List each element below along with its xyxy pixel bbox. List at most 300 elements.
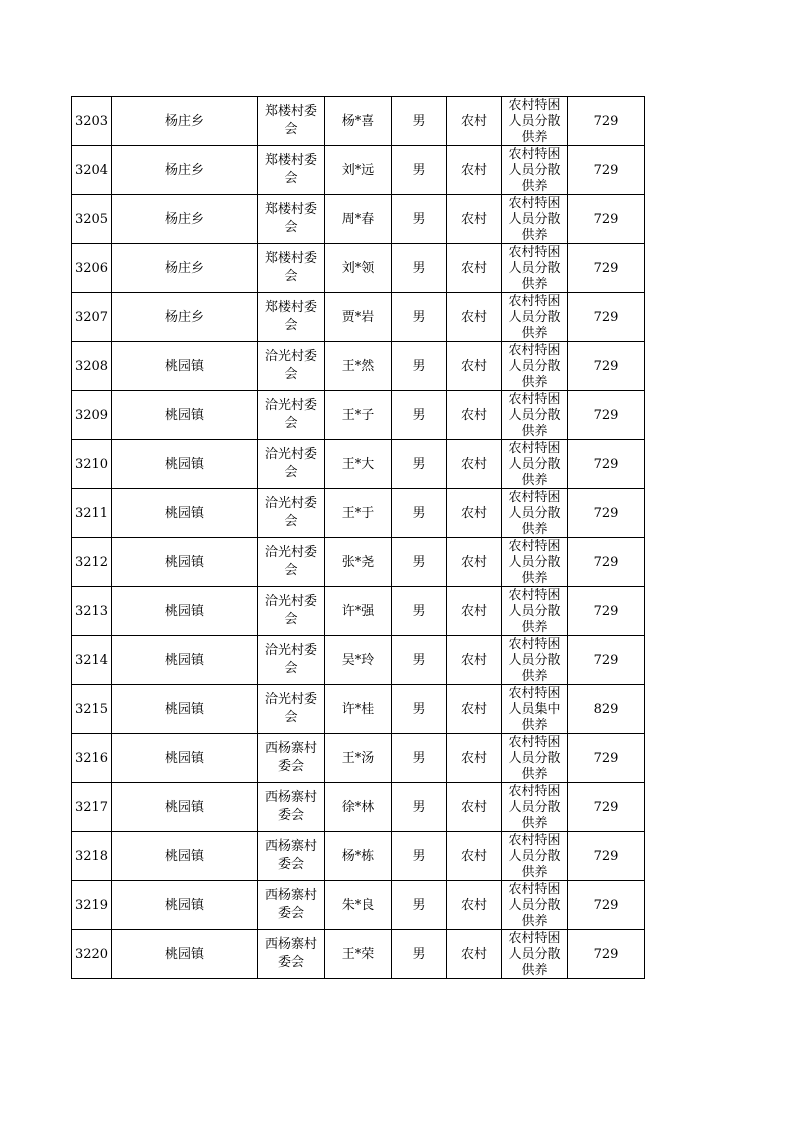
cell-area: 农村	[460, 358, 487, 374]
table-row	[72, 881, 645, 930]
cell-village: 郑楼村委会	[264, 300, 317, 333]
cell-town: 桃园镇	[164, 799, 204, 815]
cell-amount: 729	[593, 260, 619, 276]
cell-sex: 男	[412, 946, 426, 962]
cell-town: 桃园镇	[164, 358, 204, 374]
cell-id-container	[72, 244, 112, 293]
cell-amount-container	[568, 734, 645, 783]
cell-id: 3217	[74, 799, 109, 815]
cell-area-container	[447, 930, 502, 979]
cell-category-container	[502, 195, 568, 244]
cell-area: 农村	[460, 652, 487, 668]
cell-sex-container	[392, 587, 447, 636]
table-row	[72, 930, 645, 979]
cell-sex: 男	[412, 309, 426, 325]
cell-town: 桃园镇	[164, 603, 204, 619]
cell-name: 许*桂	[341, 701, 375, 717]
cell-town: 桃园镇	[164, 701, 204, 717]
cell-village-container	[258, 538, 325, 587]
cell-sex-container	[392, 734, 447, 783]
cell-category-container	[502, 783, 568, 832]
cell-town-container	[112, 587, 258, 636]
cell-sex-container	[392, 832, 447, 881]
cell-town-container	[112, 293, 258, 342]
cell-category: 农村特困人员分散供养	[508, 636, 561, 684]
cell-name-container	[325, 930, 392, 979]
cell-name-container	[325, 685, 392, 734]
cell-category: 农村特困人员分散供养	[508, 734, 561, 782]
cell-name-container	[325, 538, 392, 587]
cell-category: 农村特困人员分散供养	[508, 930, 561, 978]
cell-area-container	[447, 293, 502, 342]
cell-village: 郑楼村委会	[264, 104, 317, 137]
cell-town: 桃园镇	[164, 848, 204, 864]
table-row	[72, 685, 645, 734]
cell-sex: 男	[412, 456, 426, 472]
cell-sex: 男	[412, 701, 426, 717]
cell-name: 王*荣	[341, 946, 375, 962]
cell-area: 农村	[460, 554, 487, 570]
cell-amount: 729	[593, 848, 619, 864]
cell-town-container	[112, 489, 258, 538]
cell-category: 农村特困人员分散供养	[508, 146, 561, 194]
cell-name-container	[325, 146, 392, 195]
cell-category-container	[502, 391, 568, 440]
cell-town: 桃园镇	[164, 946, 204, 962]
cell-name-container	[325, 97, 392, 146]
cell-area: 农村	[460, 260, 487, 276]
cell-amount: 729	[593, 211, 619, 227]
cell-amount-container	[568, 783, 645, 832]
cell-area-container	[447, 685, 502, 734]
cell-category: 农村特困人员分散供养	[508, 881, 561, 929]
cell-area-container	[447, 244, 502, 293]
cell-name-container	[325, 489, 392, 538]
cell-sex-container	[392, 636, 447, 685]
table-body	[72, 97, 645, 979]
cell-amount-container	[568, 489, 645, 538]
cell-id-container	[72, 930, 112, 979]
cell-sex: 男	[412, 505, 426, 521]
cell-amount-container	[568, 244, 645, 293]
cell-name: 王*于	[341, 505, 375, 521]
cell-id-container	[72, 636, 112, 685]
cell-area-container	[447, 881, 502, 930]
cell-sex-container	[392, 881, 447, 930]
cell-village-container	[258, 293, 325, 342]
cell-name-container	[325, 342, 392, 391]
cell-sex-container	[392, 391, 447, 440]
cell-amount: 729	[593, 799, 619, 815]
cell-area: 农村	[460, 848, 487, 864]
cell-town-container	[112, 685, 258, 734]
cell-id: 3218	[74, 848, 109, 864]
cell-town: 杨庄乡	[164, 162, 204, 178]
cell-category-container	[502, 244, 568, 293]
cell-amount-container	[568, 440, 645, 489]
cell-village-container	[258, 244, 325, 293]
cell-category: 农村特困人员分散供养	[508, 293, 561, 341]
cell-category-container	[502, 97, 568, 146]
cell-sex-container	[392, 244, 447, 293]
cell-amount-container	[568, 97, 645, 146]
cell-id: 3215	[74, 701, 109, 717]
cell-category-container	[502, 146, 568, 195]
cell-name: 徐*林	[341, 799, 375, 815]
cell-amount: 729	[593, 456, 619, 472]
cell-name: 王*然	[341, 358, 375, 374]
cell-town: 桃园镇	[164, 554, 204, 570]
cell-area: 农村	[460, 162, 487, 178]
cell-village-container	[258, 587, 325, 636]
table-row	[72, 587, 645, 636]
cell-sex: 男	[412, 260, 426, 276]
cell-area-container	[447, 832, 502, 881]
cell-amount: 729	[593, 897, 619, 913]
cell-id: 3205	[74, 211, 109, 227]
cell-sex-container	[392, 783, 447, 832]
cell-sex: 男	[412, 211, 426, 227]
cell-town-container	[112, 734, 258, 783]
cell-sex-container	[392, 293, 447, 342]
cell-town: 桃园镇	[164, 652, 204, 668]
cell-town-container	[112, 391, 258, 440]
cell-sex-container	[392, 97, 447, 146]
cell-area: 农村	[460, 750, 487, 766]
cell-area: 农村	[460, 113, 487, 129]
cell-town-container	[112, 636, 258, 685]
cell-area: 农村	[460, 456, 487, 472]
cell-name-container	[325, 832, 392, 881]
cell-name: 贾*岩	[341, 309, 375, 325]
cell-town-container	[112, 244, 258, 293]
cell-name: 吴*玲	[341, 652, 375, 668]
cell-sex: 男	[412, 554, 426, 570]
cell-amount-container	[568, 832, 645, 881]
cell-town: 桃园镇	[164, 505, 204, 521]
cell-sex-container	[392, 489, 447, 538]
cell-town-container	[112, 195, 258, 244]
cell-sex-container	[392, 195, 447, 244]
cell-town: 杨庄乡	[164, 113, 204, 129]
cell-village-container	[258, 97, 325, 146]
cell-name: 王*汤	[341, 750, 375, 766]
cell-id: 3213	[74, 603, 109, 619]
cell-amount-container	[568, 146, 645, 195]
cell-id: 3219	[74, 897, 109, 913]
cell-id: 3212	[74, 554, 109, 570]
cell-area-container	[447, 636, 502, 685]
cell-sex: 男	[412, 407, 426, 423]
cell-name: 周*春	[341, 211, 375, 227]
cell-amount-container	[568, 342, 645, 391]
table-row	[72, 97, 645, 146]
cell-id-container	[72, 489, 112, 538]
cell-town-container	[112, 881, 258, 930]
cell-village-container	[258, 195, 325, 244]
cell-sex: 男	[412, 799, 426, 815]
cell-village: 郑楼村委会	[264, 202, 317, 235]
cell-amount-container	[568, 685, 645, 734]
cell-sex-container	[392, 342, 447, 391]
cell-name-container	[325, 783, 392, 832]
cell-category: 农村特困人员分散供养	[508, 391, 561, 439]
cell-amount: 829	[593, 701, 619, 717]
cell-amount: 729	[593, 946, 619, 962]
cell-amount-container	[568, 195, 645, 244]
cell-amount: 729	[593, 358, 619, 374]
cell-id-container	[72, 538, 112, 587]
cell-village-container	[258, 881, 325, 930]
cell-name: 朱*良	[341, 897, 375, 913]
cell-village-container	[258, 734, 325, 783]
table-row	[72, 783, 645, 832]
cell-town-container	[112, 342, 258, 391]
table-row	[72, 293, 645, 342]
records-table	[71, 96, 645, 979]
cell-category-container	[502, 734, 568, 783]
cell-area: 农村	[460, 505, 487, 521]
cell-area: 农村	[460, 309, 487, 325]
cell-id: 3209	[74, 407, 109, 423]
cell-id: 3210	[74, 456, 109, 472]
cell-village-container	[258, 685, 325, 734]
cell-village-container	[258, 783, 325, 832]
cell-id-container	[72, 146, 112, 195]
cell-area-container	[447, 783, 502, 832]
cell-village: 西杨寨村委会	[264, 790, 317, 823]
cell-amount-container	[568, 930, 645, 979]
cell-name-container	[325, 293, 392, 342]
cell-id-container	[72, 440, 112, 489]
cell-name-container	[325, 195, 392, 244]
cell-sex-container	[392, 440, 447, 489]
cell-town: 桃园镇	[164, 750, 204, 766]
cell-category-container	[502, 489, 568, 538]
cell-village-container	[258, 440, 325, 489]
cell-town: 桃园镇	[164, 897, 204, 913]
cell-amount-container	[568, 636, 645, 685]
cell-amount: 729	[593, 652, 619, 668]
cell-name-container	[325, 440, 392, 489]
cell-id: 3208	[74, 358, 109, 374]
cell-village: 洽光村委会	[264, 349, 317, 382]
cell-id-container	[72, 881, 112, 930]
cell-town: 杨庄乡	[164, 260, 204, 276]
cell-id: 3220	[74, 946, 109, 962]
cell-id: 3214	[74, 652, 109, 668]
table-row	[72, 489, 645, 538]
cell-category: 农村特困人员分散供养	[508, 342, 561, 390]
cell-area-container	[447, 587, 502, 636]
cell-id: 3211	[74, 505, 109, 521]
cell-area: 农村	[460, 407, 487, 423]
cell-category: 农村特困人员分散供养	[508, 783, 561, 831]
cell-village: 西杨寨村委会	[264, 839, 317, 872]
cell-sex-container	[392, 146, 447, 195]
cell-id-container	[72, 685, 112, 734]
cell-id: 3216	[74, 750, 109, 766]
cell-village-container	[258, 489, 325, 538]
cell-area: 农村	[460, 701, 487, 717]
cell-sex: 男	[412, 652, 426, 668]
cell-amount-container	[568, 391, 645, 440]
cell-name-container	[325, 587, 392, 636]
cell-name: 张*尧	[341, 554, 375, 570]
cell-name-container	[325, 636, 392, 685]
cell-village-container	[258, 636, 325, 685]
cell-area-container	[447, 146, 502, 195]
cell-name-container	[325, 881, 392, 930]
cell-area-container	[447, 489, 502, 538]
cell-amount-container	[568, 881, 645, 930]
cell-village: 洽光村委会	[264, 398, 317, 431]
cell-id-container	[72, 783, 112, 832]
cell-town-container	[112, 783, 258, 832]
cell-area: 农村	[460, 799, 487, 815]
table-row	[72, 391, 645, 440]
cell-village: 洽光村委会	[264, 643, 317, 676]
cell-town-container	[112, 146, 258, 195]
cell-town-container	[112, 930, 258, 979]
cell-area-container	[447, 440, 502, 489]
cell-category-container	[502, 538, 568, 587]
cell-village-container	[258, 391, 325, 440]
cell-amount: 729	[593, 505, 619, 521]
cell-name: 刘*领	[341, 260, 375, 276]
cell-town: 桃园镇	[164, 407, 204, 423]
cell-village: 洽光村委会	[264, 447, 317, 480]
table-row	[72, 244, 645, 293]
cell-town-container	[112, 832, 258, 881]
cell-id-container	[72, 734, 112, 783]
cell-sex: 男	[412, 897, 426, 913]
cell-town-container	[112, 97, 258, 146]
cell-village: 洽光村委会	[264, 545, 317, 578]
cell-village: 西杨寨村委会	[264, 741, 317, 774]
cell-amount-container	[568, 293, 645, 342]
cell-area: 农村	[460, 946, 487, 962]
cell-area-container	[447, 538, 502, 587]
cell-name: 刘*远	[341, 162, 375, 178]
cell-sex: 男	[412, 113, 426, 129]
cell-category-container	[502, 636, 568, 685]
cell-village: 洽光村委会	[264, 594, 317, 627]
cell-amount: 729	[593, 162, 619, 178]
cell-category-container	[502, 832, 568, 881]
cell-amount: 729	[593, 407, 619, 423]
cell-name: 许*强	[341, 603, 375, 619]
cell-village-container	[258, 342, 325, 391]
cell-village: 洽光村委会	[264, 496, 317, 529]
cell-name-container	[325, 391, 392, 440]
cell-village: 郑楼村委会	[264, 251, 317, 284]
cell-town: 杨庄乡	[164, 211, 204, 227]
cell-category: 农村特困人员分散供养	[508, 97, 561, 145]
cell-id-container	[72, 832, 112, 881]
cell-category-container	[502, 293, 568, 342]
cell-category-container	[502, 342, 568, 391]
cell-sex: 男	[412, 162, 426, 178]
cell-village: 西杨寨村委会	[264, 937, 317, 970]
table-row	[72, 146, 645, 195]
cell-sex-container	[392, 538, 447, 587]
cell-village-container	[258, 832, 325, 881]
cell-amount: 729	[593, 750, 619, 766]
cell-village-container	[258, 146, 325, 195]
cell-sex: 男	[412, 603, 426, 619]
table-row	[72, 342, 645, 391]
cell-id-container	[72, 97, 112, 146]
cell-sex-container	[392, 930, 447, 979]
table-row	[72, 440, 645, 489]
cell-category: 农村特困人员集中供养	[508, 685, 561, 733]
cell-category-container	[502, 930, 568, 979]
cell-category-container	[502, 881, 568, 930]
cell-category-container	[502, 440, 568, 489]
cell-area: 农村	[460, 211, 487, 227]
cell-id: 3204	[74, 162, 109, 178]
cell-id: 3203	[74, 113, 109, 129]
cell-sex-container	[392, 685, 447, 734]
cell-amount: 729	[593, 603, 619, 619]
cell-category: 农村特困人员分散供养	[508, 440, 561, 488]
cell-name: 杨*栋	[341, 848, 375, 864]
cell-amount-container	[568, 538, 645, 587]
table-row	[72, 832, 645, 881]
cell-area-container	[447, 734, 502, 783]
cell-name-container	[325, 244, 392, 293]
cell-category: 农村特困人员分散供养	[508, 195, 561, 243]
cell-category: 农村特困人员分散供养	[508, 538, 561, 586]
cell-id-container	[72, 342, 112, 391]
cell-id-container	[72, 293, 112, 342]
cell-town-container	[112, 440, 258, 489]
cell-name: 王*子	[341, 407, 375, 423]
cell-town: 桃园镇	[164, 456, 204, 472]
cell-name: 杨*喜	[341, 113, 375, 129]
table-row	[72, 195, 645, 244]
cell-sex: 男	[412, 750, 426, 766]
cell-category-container	[502, 587, 568, 636]
cell-amount: 729	[593, 113, 619, 129]
cell-id-container	[72, 391, 112, 440]
cell-village: 洽光村委会	[264, 692, 317, 725]
cell-town-container	[112, 538, 258, 587]
table-row	[72, 734, 645, 783]
cell-id: 3207	[74, 309, 109, 325]
cell-name-container	[325, 734, 392, 783]
cell-id-container	[72, 587, 112, 636]
cell-area: 农村	[460, 897, 487, 913]
cell-amount: 729	[593, 309, 619, 325]
table-row	[72, 636, 645, 685]
cell-category: 农村特困人员分散供养	[508, 489, 561, 537]
cell-category: 农村特困人员分散供养	[508, 587, 561, 635]
cell-area-container	[447, 97, 502, 146]
cell-amount: 729	[593, 554, 619, 570]
cell-village: 西杨寨村委会	[264, 888, 317, 921]
cell-sex: 男	[412, 358, 426, 374]
table-row	[72, 538, 645, 587]
cell-category-container	[502, 685, 568, 734]
cell-village-container	[258, 930, 325, 979]
cell-village: 郑楼村委会	[264, 153, 317, 186]
cell-category: 农村特困人员分散供养	[508, 832, 561, 880]
cell-category: 农村特困人员分散供养	[508, 244, 561, 292]
cell-sex: 男	[412, 848, 426, 864]
cell-area-container	[447, 195, 502, 244]
